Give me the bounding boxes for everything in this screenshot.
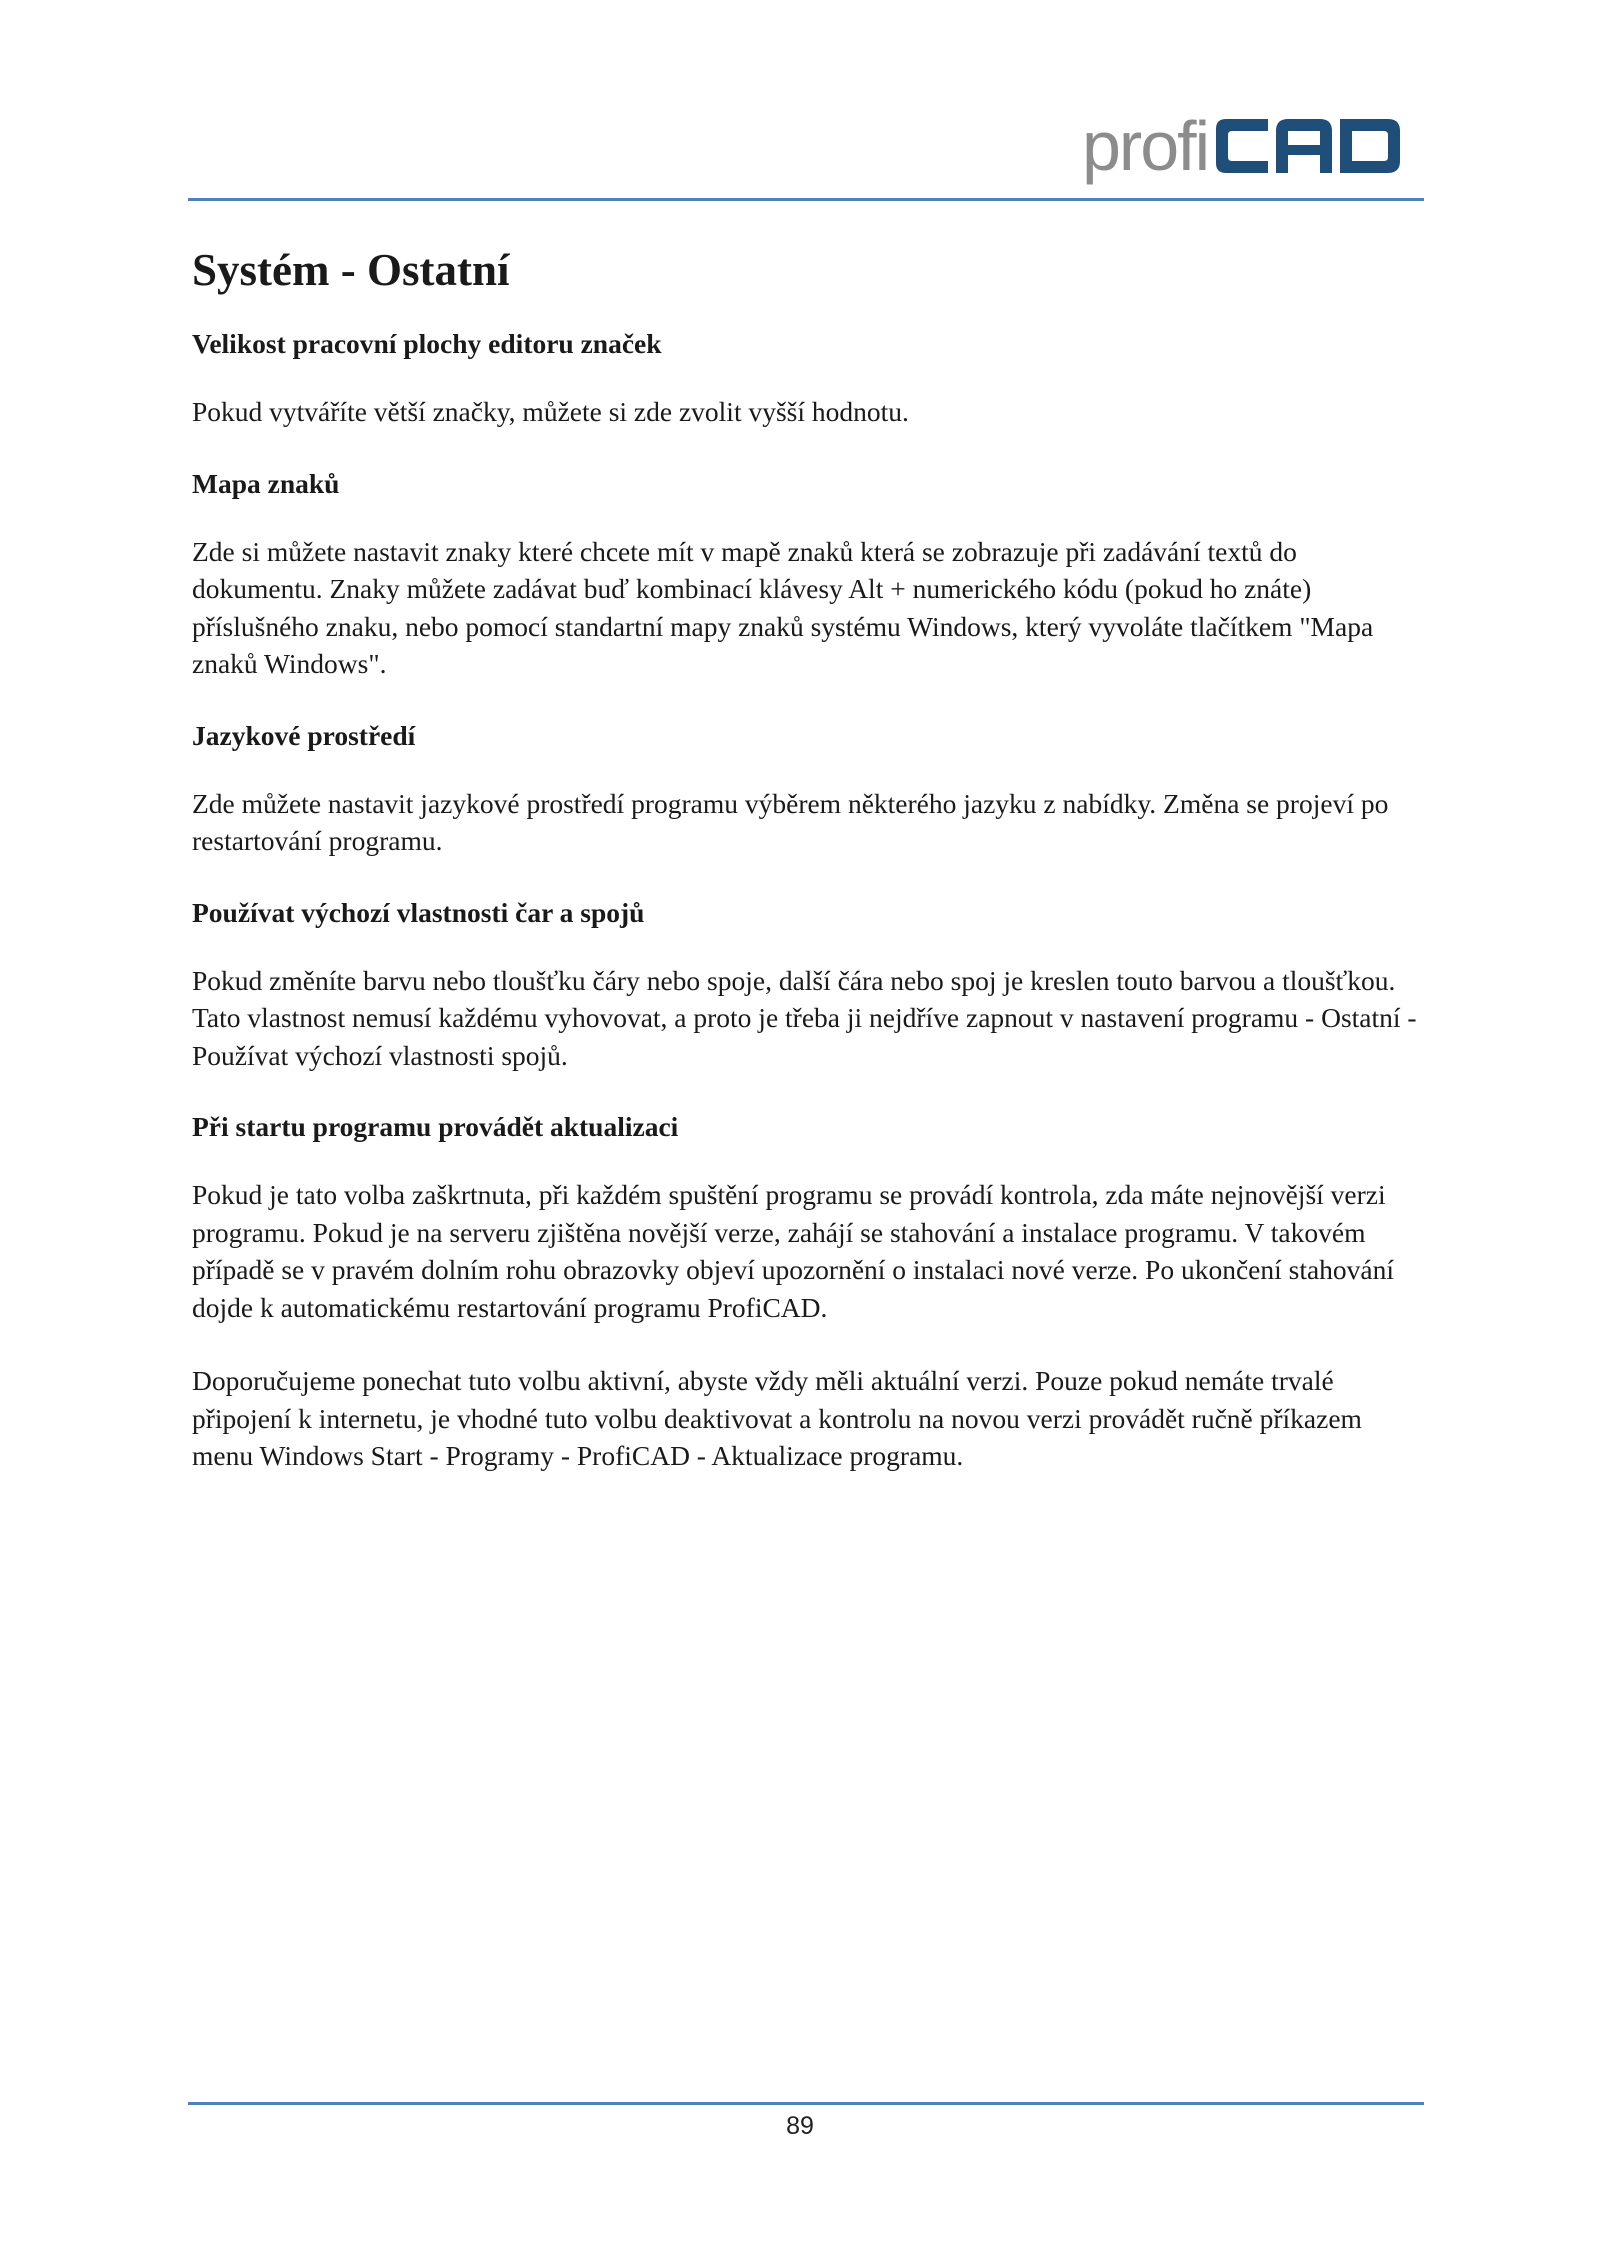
proficad-logo — [1082, 106, 1406, 186]
section-paragraph: Pokud vytváříte větší značky, můžete si zde zvolit vyšší hodnotu. — [192, 396, 909, 427]
section-paragraph: Doporučujeme ponechat tuto volbu aktivní, abyste vždy měli aktuální verzi. Pouze pokud nemáte trvalé připojení k internetu, je vhodné tuto volbu deaktivovat a kontrolu na novou verzi provádět ručně příkazem menu Windows Start - Programy - ProfiCAD - Aktualizace programu. — [192, 1365, 1362, 1471]
section-paragraph: Pokud změníte barvu nebo tloušťku čáry nebo spoje, další čára nebo spoj je kreslen touto barvou a tloušťkou. Tato vlastnost nemusí každému vyhovovat, a proto je třeba ji nejdříve zapnout v nastavení programu - Ostatní - Používat výchozí vlastnosti spojů. — [192, 964, 1417, 1071]
section-paragraph: Zde můžete nastavit jazykové prostředí programu výběrem některého jazyku z nabídky. Změna se projeví po restartování programu. — [192, 787, 1389, 856]
section-heading: Používat výchozí vlastnosti čar a spojů — [192, 896, 645, 928]
page-content — [192, 230, 1422, 1511]
section-heading: Mapa znaků — [192, 467, 340, 499]
section-heading: Jazykové prostředí — [192, 719, 416, 751]
section-paragraph: Zde si můžete nastavit znaky které chcete mít v mapě znaků která se zobrazuje při zadávání textů do dokumentu. Znaky můžete zadávat buď kombinací klávesy Alt + numerického kódu (pokud ho znáte) příslušného znaku, nebo pomocí standartní mapy znaků systému Windows, který vyvoláte tlačítkem "Mapa znaků Windows". — [192, 535, 1374, 679]
section-paragraph: Pokud je tato volba zaškrtnuta, při každém spuštění programu se provádí kontrola, zda máte nejnovější verzi programu. Pokud je na serveru zjištěna novější verze, zahájí se stahování a instalace programu. V takovém případě se v pravém dolním rohu obrazovky objeví upozornění o instalaci nové verze. Po ukončení stahování dojde k automatickému restartování programu ProfiCAD. — [192, 1179, 1395, 1323]
logo-profi-text: profi — [1082, 107, 1209, 185]
page-number: 89 — [786, 2112, 814, 2140]
page-title: Systém - Ostatní — [192, 245, 510, 295]
logo-cad-lettering — [1210, 113, 1406, 179]
section-heading: Velikost pracovní plochy editoru značek — [192, 328, 662, 359]
section-heading: Při startu programu provádět aktualizaci — [192, 1111, 679, 1142]
header-divider — [188, 198, 1424, 201]
footer-divider — [188, 2102, 1424, 2105]
